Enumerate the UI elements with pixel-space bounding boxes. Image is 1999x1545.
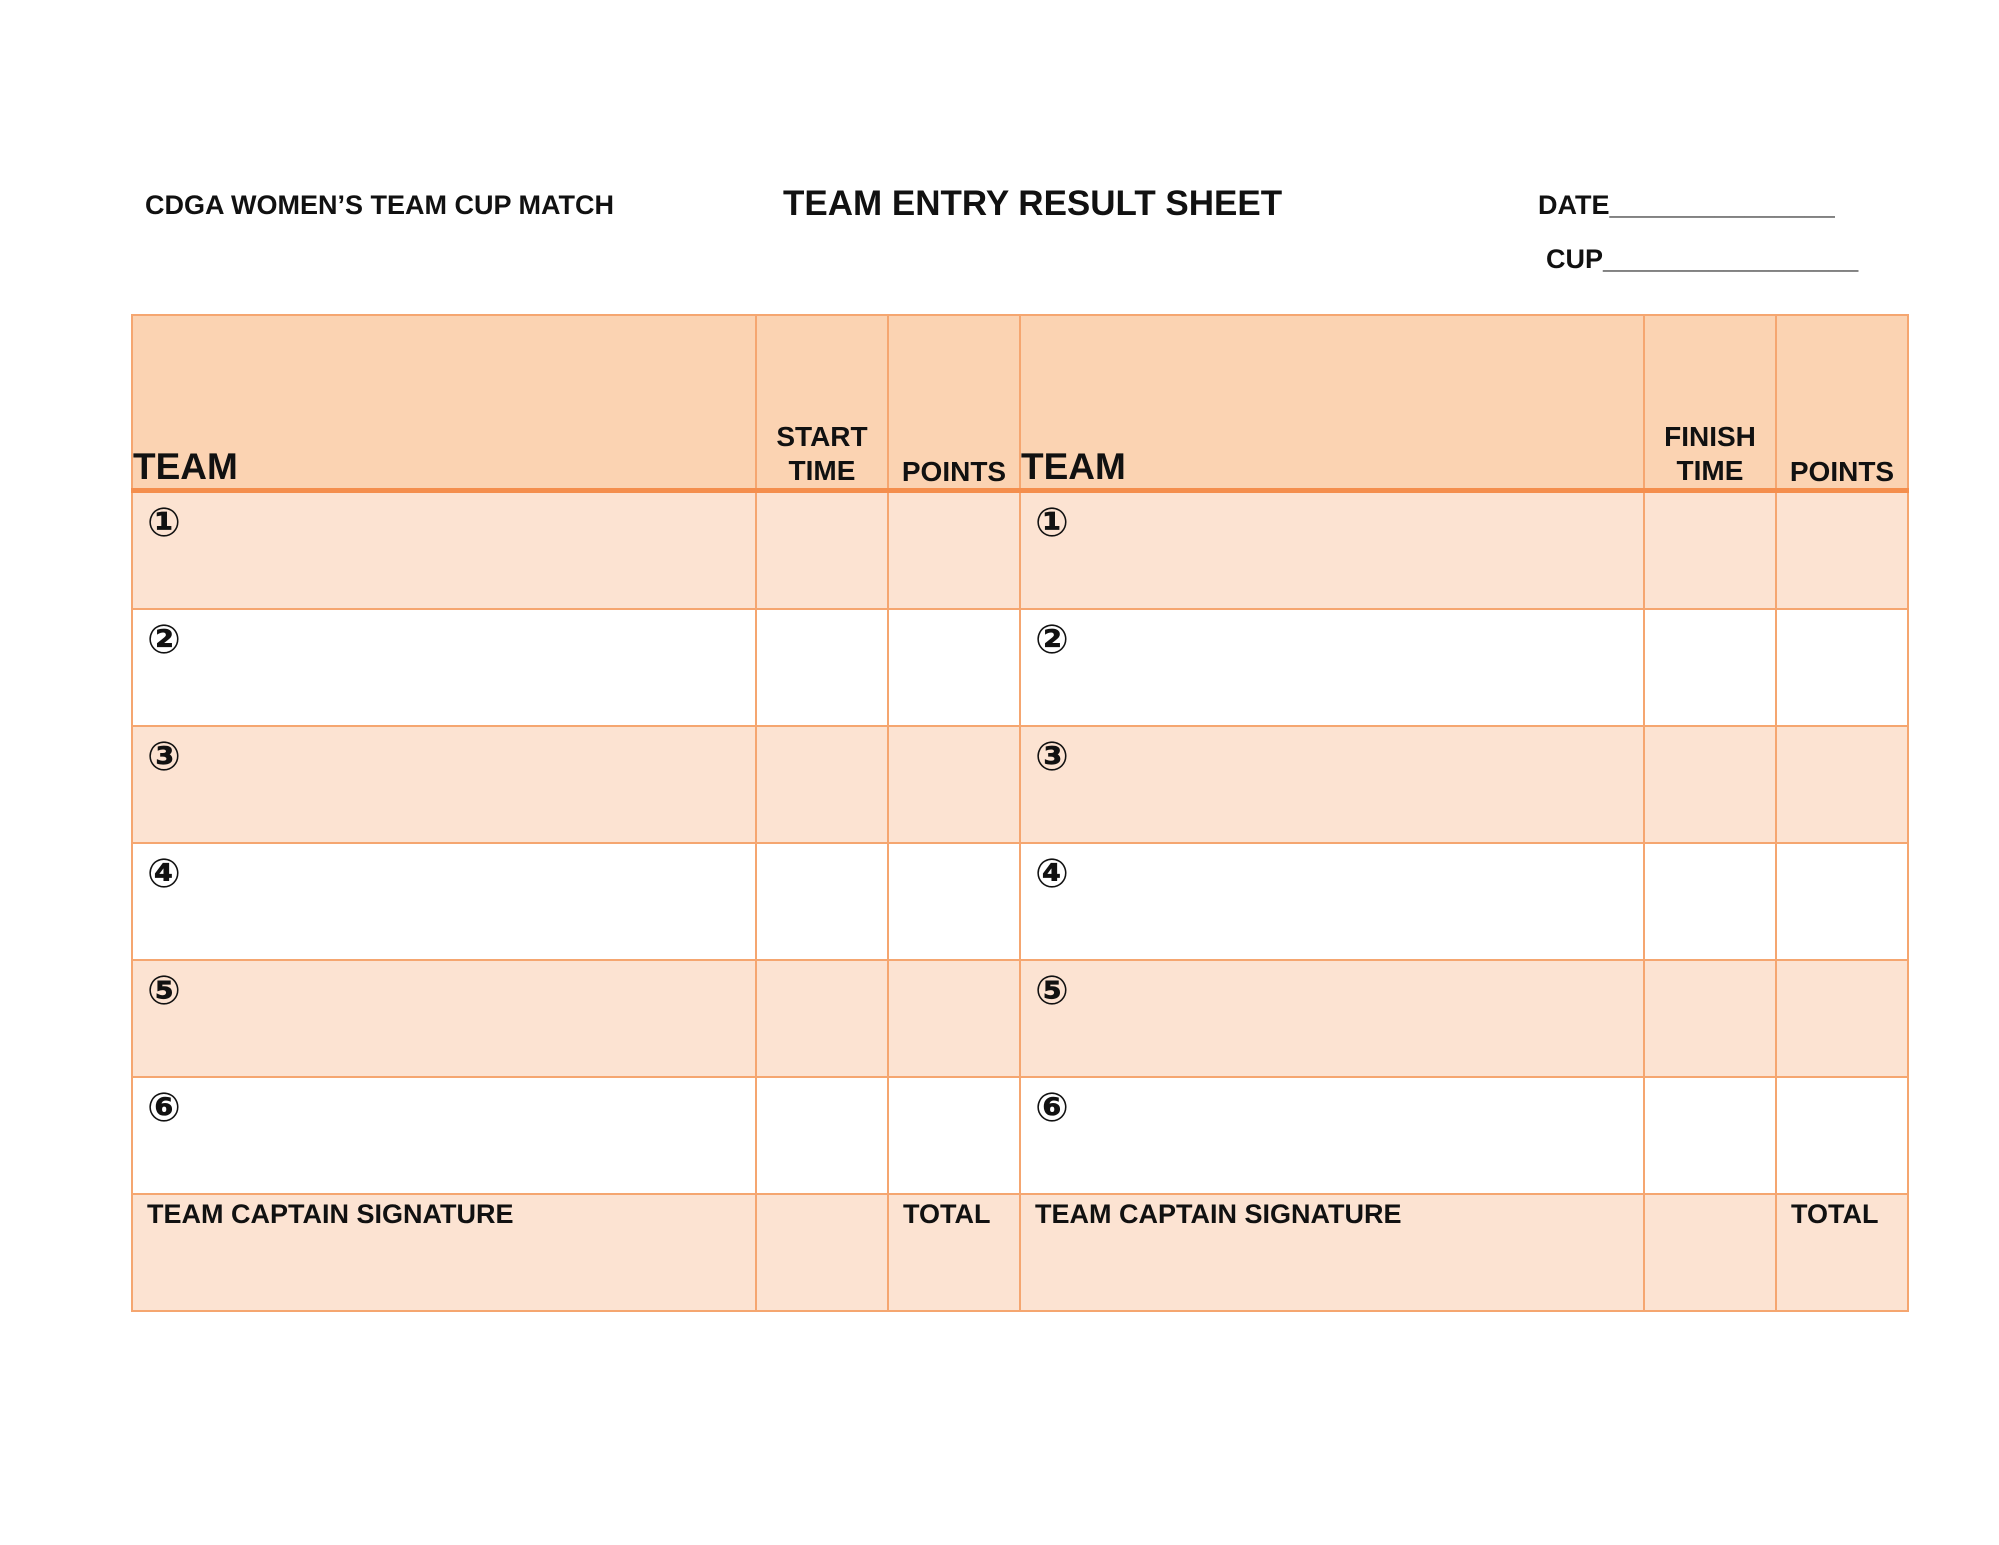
right-team-cell[interactable] (1020, 726, 1644, 843)
row-number: ⑥ (147, 1085, 181, 1131)
table-header-row (132, 315, 1908, 491)
left-team-cell[interactable] (132, 843, 756, 960)
right-blank-footer-cell (1644, 1194, 1776, 1311)
right-points-cell[interactable] (1776, 960, 1908, 1077)
finish-time-header (1644, 315, 1776, 491)
table-footer-row (132, 1194, 1908, 1311)
right-signature-cell[interactable] (1020, 1194, 1644, 1311)
left-points-cell[interactable] (888, 843, 1020, 960)
start-time-cell[interactable] (756, 1077, 888, 1194)
table-row (132, 491, 1908, 610)
left-signature-cell[interactable] (132, 1194, 756, 1311)
left-team-cell[interactable] (132, 491, 756, 610)
left-team-cell[interactable] (132, 1077, 756, 1194)
finish-time-cell[interactable] (1644, 726, 1776, 843)
left-signature-label: TEAM CAPTAIN SIGNATURE (147, 1199, 514, 1229)
right-team-header: TEAM (1020, 315, 1644, 491)
right-total-label: TOTAL (1791, 1199, 1879, 1229)
start-time-header-line1: START (776, 421, 868, 452)
left-blank-footer-cell (756, 1194, 888, 1311)
finish-time-cell[interactable] (1644, 1077, 1776, 1194)
left-team-cell[interactable] (132, 726, 756, 843)
start-time-cell[interactable] (756, 960, 888, 1077)
right-signature-label: TEAM CAPTAIN SIGNATURE (1035, 1199, 1402, 1229)
left-points-cell[interactable] (888, 491, 1020, 610)
table-row (132, 1077, 1908, 1194)
row-number: ② (147, 617, 181, 663)
left-points-cell[interactable] (888, 726, 1020, 843)
start-time-cell[interactable] (756, 843, 888, 960)
start-time-header (756, 315, 888, 491)
result-table (131, 314, 1909, 1312)
finish-time-header-line2: TIME (1676, 455, 1744, 486)
start-time-cell[interactable] (756, 609, 888, 726)
org-title: CDGA WOMEN’S TEAM CUP MATCH (145, 190, 614, 220)
finish-time-cell[interactable] (1644, 491, 1776, 610)
row-number: ④ (147, 851, 181, 897)
row-number: ① (147, 500, 181, 546)
table-row (132, 609, 1908, 726)
right-points-cell[interactable] (1776, 726, 1908, 843)
start-time-header-line2: TIME (788, 455, 856, 486)
finish-time-header-line1: FINISH (1664, 421, 1756, 452)
row-number: ② (1035, 617, 1069, 663)
right-points-cell[interactable] (1776, 609, 1908, 726)
left-points-cell[interactable] (888, 960, 1020, 1077)
right-team-cell[interactable] (1020, 960, 1644, 1077)
date-field[interactable]: DATE_______________ (1538, 190, 1835, 220)
right-team-cell[interactable] (1020, 843, 1644, 960)
left-total-cell[interactable] (888, 1194, 1020, 1311)
right-team-cell[interactable] (1020, 609, 1644, 726)
row-number: ⑤ (147, 968, 181, 1014)
left-points-cell[interactable] (888, 1077, 1020, 1194)
right-points-header: POINTS (1776, 315, 1908, 491)
right-total-cell[interactable] (1776, 1194, 1908, 1311)
finish-time-cell[interactable] (1644, 843, 1776, 960)
left-total-label: TOTAL (903, 1199, 991, 1229)
cup-field[interactable]: CUP_________________ (1546, 244, 1859, 274)
row-number: ③ (147, 734, 181, 780)
table-row (132, 843, 1908, 960)
left-team-cell[interactable] (132, 609, 756, 726)
left-team-cell[interactable] (132, 960, 756, 1077)
start-time-cell[interactable] (756, 491, 888, 610)
finish-time-cell[interactable] (1644, 609, 1776, 726)
left-points-header: POINTS (888, 315, 1020, 491)
right-points-cell[interactable] (1776, 1077, 1908, 1194)
row-number: ⑤ (1035, 968, 1069, 1014)
row-number: ⑥ (1035, 1085, 1069, 1131)
sheet-title: TEAM ENTRY RESULT SHEET (783, 184, 1283, 223)
finish-time-cell[interactable] (1644, 960, 1776, 1077)
left-points-cell[interactable] (888, 609, 1020, 726)
start-time-cell[interactable] (756, 726, 888, 843)
right-points-cell[interactable] (1776, 491, 1908, 610)
right-team-cell[interactable] (1020, 1077, 1644, 1194)
row-number: ④ (1035, 851, 1069, 897)
row-number: ① (1035, 500, 1069, 546)
row-number: ③ (1035, 734, 1069, 780)
table-row (132, 960, 1908, 1077)
right-points-cell[interactable] (1776, 843, 1908, 960)
left-team-header: TEAM (132, 315, 756, 491)
table-row (132, 726, 1908, 843)
right-team-cell[interactable] (1020, 491, 1644, 610)
